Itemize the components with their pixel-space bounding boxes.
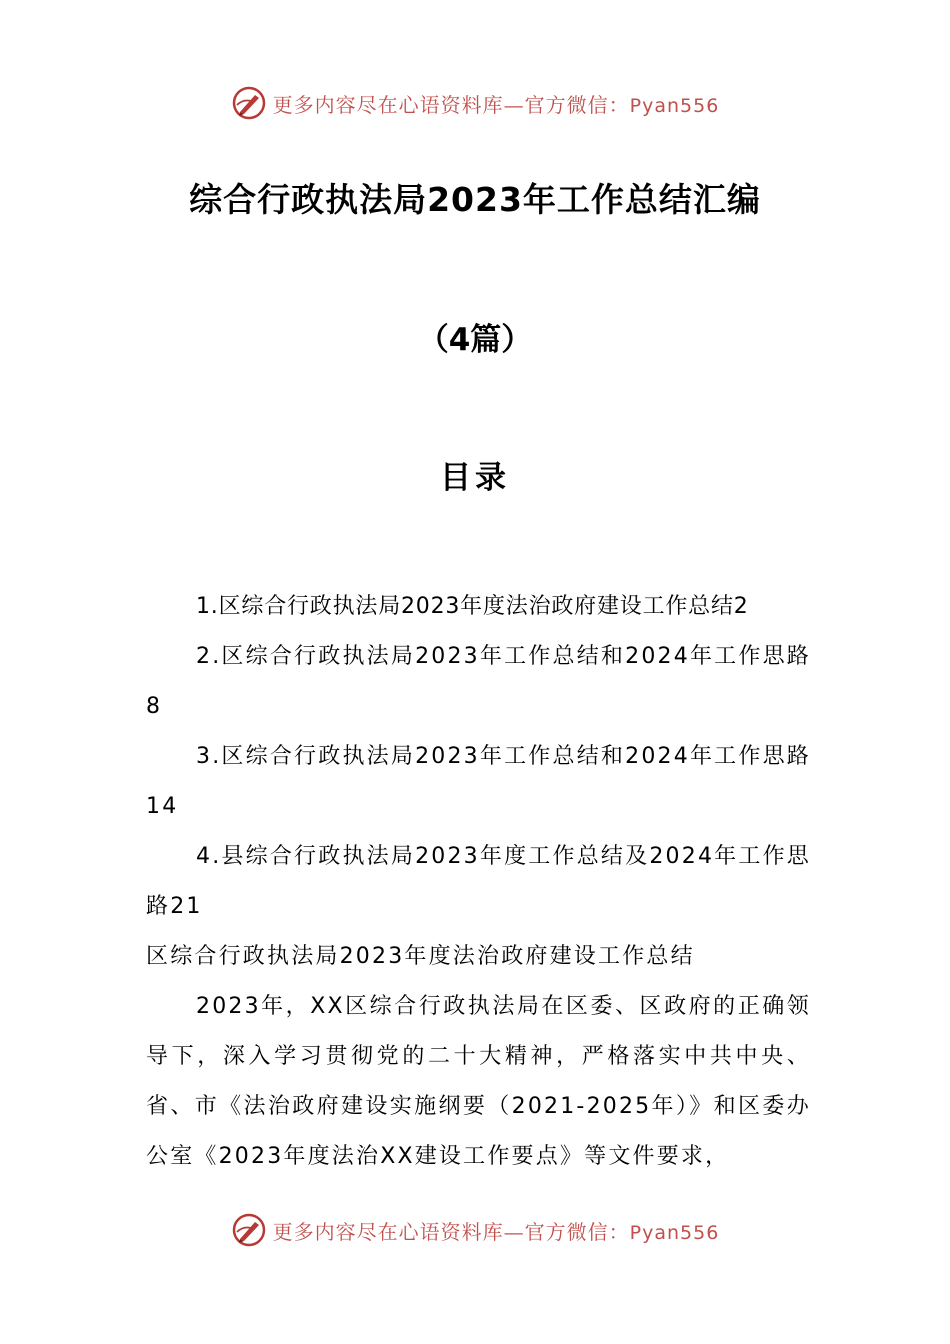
toc-item: 2.区综合行政执法局2023年工作总结和2024年工作思路8 — [146, 644, 811, 719]
pen-logo-icon — [231, 85, 267, 121]
pen-logo-icon — [231, 1212, 267, 1248]
section-heading: 区综合行政执法局2023年度法治政府建设工作总结 — [146, 944, 695, 969]
watermark-header — [0, 83, 950, 123]
watermark-footer — [0, 1210, 950, 1250]
watermark-text: 更多内容尽在心语资料库—官方微信：Pyan556 — [272, 92, 720, 117]
toc-heading: 目录 — [440, 460, 510, 496]
watermark-text: 更多内容尽在心语资料库—官方微信：Pyan556 — [272, 1219, 720, 1244]
document-subtitle: （4篇） — [417, 322, 533, 358]
toc-item: 4.县综合行政执法局2023年度工作总结及2024年工作思路21 — [146, 844, 811, 919]
toc-item: 3.区综合行政执法局2023年工作总结和2024年工作思路14 — [146, 744, 811, 819]
section-paragraph: 2023年，XX区综合行政执法局在区委、区政府的正确领导下，深入学习贯彻党的二十大精神，严格落实中共中央、省、市《法治政府建设实施纲要（2021-2025年）》和区委办公室《2023年度法治XX建设工作要点》等文件要求， — [146, 994, 811, 1169]
document-body — [146, 582, 811, 1182]
document-title: 综合行政执法局2023年工作总结汇编 — [189, 180, 761, 219]
toc-item: 1.区综合行政执法局2023年度法治政府建设工作总结2 — [196, 594, 749, 619]
